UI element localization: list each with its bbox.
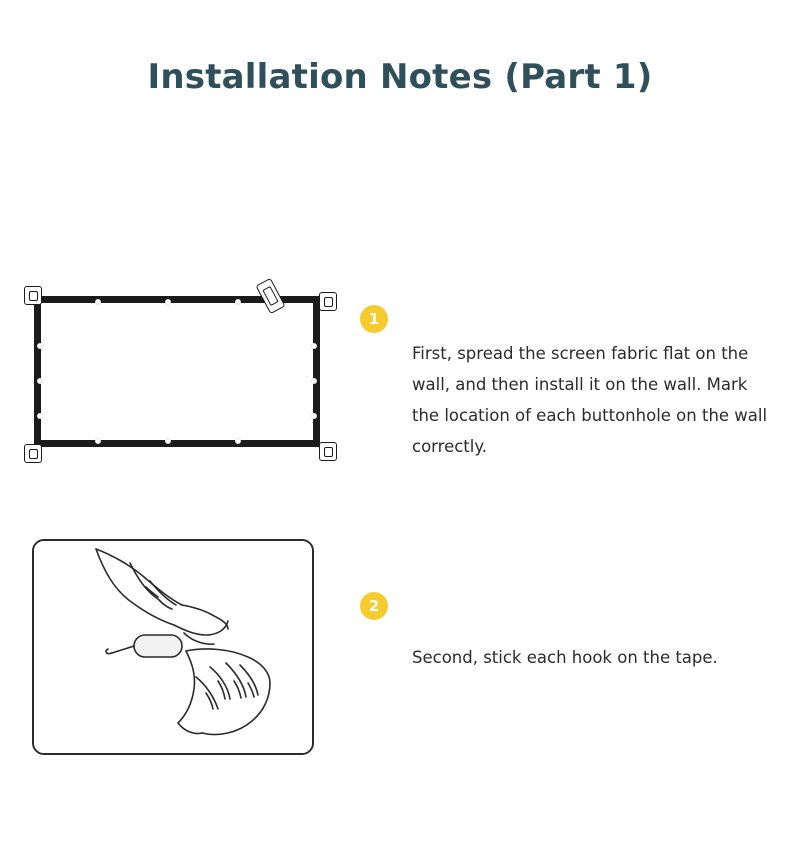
screen-frame — [34, 296, 320, 447]
step-2-badge: 2 — [360, 592, 388, 620]
corner-hook-bottom-left — [24, 444, 42, 463]
step-1 — [0, 262, 800, 477]
illustration-card — [32, 539, 314, 755]
projector-screen-diagram — [10, 262, 360, 477]
step-2 — [0, 527, 800, 757]
page-title: Installation Notes (Part 1) — [147, 57, 653, 97]
screen-illustration — [22, 284, 332, 459]
corner-hook-top-right — [319, 292, 337, 311]
hands-drawing — [34, 541, 312, 753]
corner-hook-bottom-right — [319, 442, 337, 461]
step-2-text: Second, stick each hook on the tape. — [412, 648, 718, 667]
hand-sticking-hook-illustration — [10, 527, 360, 757]
step-1-text: First, spread the screen fabric flat on the wall, and then install it on the wall. Mark the location of each buttonhole on the wall correctly. — [412, 344, 768, 456]
corner-hook-top-left — [24, 286, 42, 305]
screen-fabric — [41, 303, 313, 440]
step-1-badge: 1 — [360, 305, 388, 333]
